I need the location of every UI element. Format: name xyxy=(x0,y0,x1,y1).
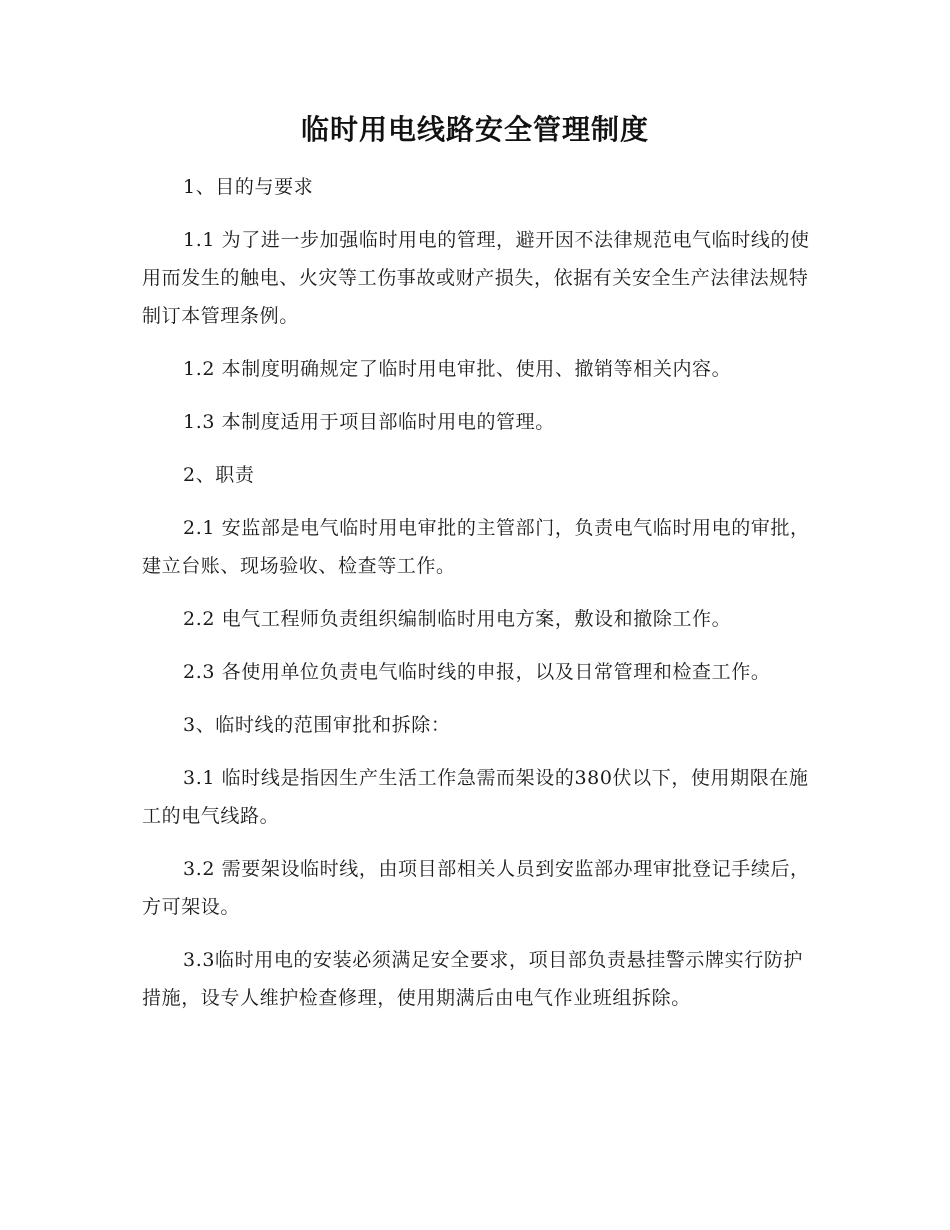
paragraph-1-3: 1.3 本制度适用于项目部临时用电的管理。 xyxy=(183,411,555,433)
paragraph-1-1: 1.1 为了进一步加强临时用电的管理，避开因不法律规范电气临时线的使用而发生的触电、火灾等工伤事故或财产损失，依据有关安全生产法律法规特制订本管理条例。 xyxy=(142,229,810,327)
paragraph-3-3: 3.3临时用电的安装必须满足安全要求，项目部负责悬挂警示牌实行防护措施，设专人维护检查修理，使用期满后由电气作业班组拆除。 xyxy=(142,949,804,1009)
document-title: 临时用电线路安全管理制度 xyxy=(300,113,649,146)
section-heading-3: 3、临时线的范围审批和拆除： xyxy=(183,714,451,736)
section-heading-2: 2、职责 xyxy=(183,464,255,486)
section-heading-1: 1、目的与要求 xyxy=(183,176,314,198)
paragraph-3-2: 3.2 需要架设临时线，由项目部相关人员到安监部办理审批登记手续后，方可架设。 xyxy=(142,858,810,918)
paragraph-2-1: 2.1 安监部是电气临时用电审批的主管部门，负责电气临时用电的审批，建立台账、现场验收、检查等工作。 xyxy=(142,517,810,577)
document-body xyxy=(142,168,810,1032)
paragraph-2-2: 2.2 电气工程师负责组织编制临时用电方案，敷设和撤除工作。 xyxy=(183,608,732,630)
paragraph-3-1: 3.1 临时线是指因生产生活工作急需而架设的380伏以下，使用期限在施工的电气线路。 xyxy=(142,767,809,827)
paragraph-1-2: 1.2 本制度明确规定了临时用电审批、使用、撤销等相关内容。 xyxy=(183,358,732,380)
paragraph-2-3: 2.3 各使用单位负责电气临时线的申报，以及日常管理和检查工作。 xyxy=(183,661,771,683)
